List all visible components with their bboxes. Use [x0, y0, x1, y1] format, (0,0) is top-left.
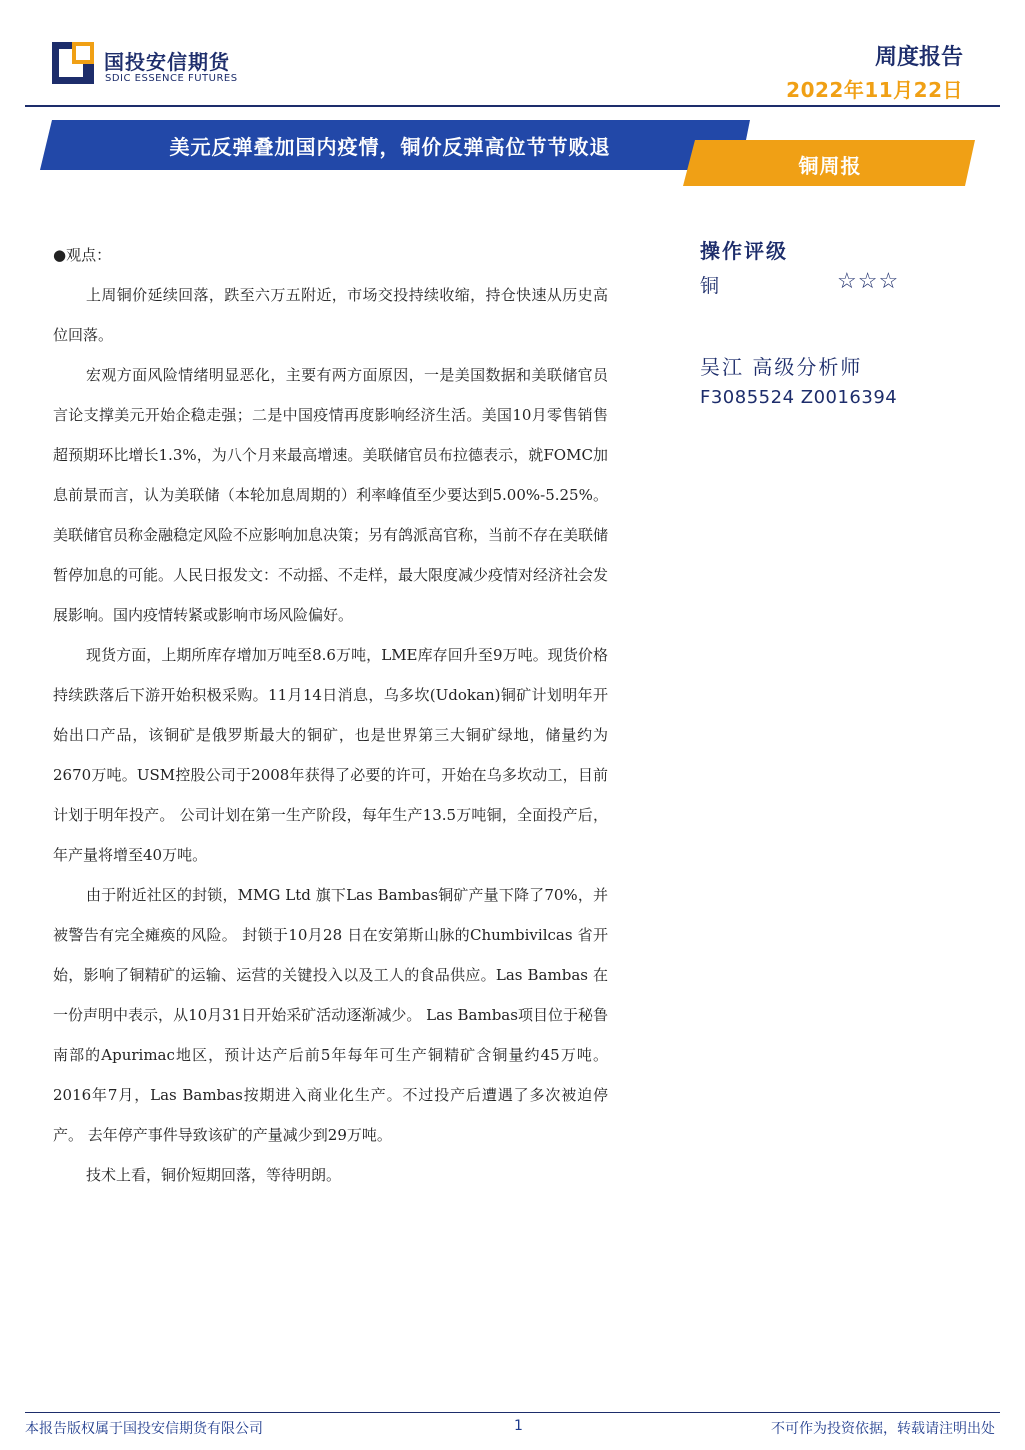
footer-disclaimer: 不可作为投资依据，转载请注明出处: [771, 1421, 995, 1437]
rating-title: 操作评级: [700, 239, 788, 263]
logo-name-cn: 国投安信期货: [104, 50, 230, 74]
paragraph-1: 上周铜价延续回落，跌至六万五附近，市场交投持续收缩，持仓快速从历史高位回落。: [53, 286, 608, 344]
rating-commodity: 铜: [700, 275, 720, 297]
page-number: 1: [514, 1418, 523, 1434]
paragraph-5: 技术上看，铜价短期回落，等待明朗。: [86, 1166, 342, 1184]
report-date: 2022年11月22日: [786, 78, 963, 102]
company-logo: [52, 40, 242, 90]
report-type: 周度报告: [874, 45, 963, 70]
rating-stars-icon: ☆☆☆: [837, 269, 900, 294]
header-divider: [25, 105, 1000, 107]
footer-divider: [25, 1412, 1000, 1413]
footer-copyright: 本报告版权属于国投安信期货有限公司: [25, 1421, 263, 1437]
paragraph-2: 宏观方面风险情绪明显恶化，主要有两方面原因，一是美国数据和美联储官员言论支撑美元开始企稳走强；二是中国疫情再度影响经济生活。美国10月零售销售超预期环比增长1.3%，为八个月来最高增速。美联储官员布拉德表示，就FOMC加息前景而言，认为美联储（本轮加息周期的）利率峰值至少要达到5.00%-5.25%。美联储官员称金融稳定风险不应影响加息决策；另有鸽派高官称，当前不存在美联储暂停加息的可能。人民日报发文：不动摇、不走样，最大限度减少疫情对经济社会发展影响。国内疫情转紧或影响市场风险偏好。: [53, 366, 609, 624]
analyst-cert-numbers: F3085524 Z0016394: [700, 387, 898, 408]
article-body: [53, 235, 608, 1195]
paragraph-3: 现货方面，上期所库存增加万吨至8.6万吨，LME库存回升至9万吨。现货价格持续跌落后下游开始积极采购。11月14日消息，乌多坎(Udokan)铜矿计划明年开始出口产品，该铜矿是俄罗斯最大的铜矿，也是世界第三大铜矿绿地，储量约为2670万吨。USM控股公司于2008年获得了必要的许可，开始在乌多坎动工，目前计划于明年投产。 公司计划在第一生产阶段，每年生产13.5万吨铜，全面投产后，年产量将增至40万吨。: [53, 646, 608, 864]
report-tag: 铜周报: [798, 154, 862, 178]
logo-name-en: SDIC ESSENCE FUTURES: [105, 73, 238, 84]
section-heading: ●观点：: [53, 246, 112, 264]
report-title: 美元反弹叠加国内疫情，铜价反弹高位节节败退: [169, 135, 611, 159]
logo-mark-icon: [52, 42, 94, 84]
paragraph-4: 由于附近社区的封锁，MMG Ltd 旗下Las Bambas铜矿产量下降了70%，并被警告有完全瘫痪的风险。 封锁于10月28 日在安第斯山脉的Chumbivilcas 省开始，影响了铜精矿的运输、运营的关键投入以及工人的食品供应。Las Bambas 在一份声明中表示，从10月31日开始采矿活动逐渐减少。 Las Bambas项目位于秘鲁南部的Apurimac地区，预计达产后前5年每年可生产铜精矿含铜量约45万吨。2016年7月，Las Bambas按期进入商业化生产。不过投产后遭遇了多次被迫停产。 去年停产事件导致该矿的产量减少到29万吨。: [53, 886, 608, 1144]
analyst-name: 吴江 高级分析师: [700, 355, 863, 379]
